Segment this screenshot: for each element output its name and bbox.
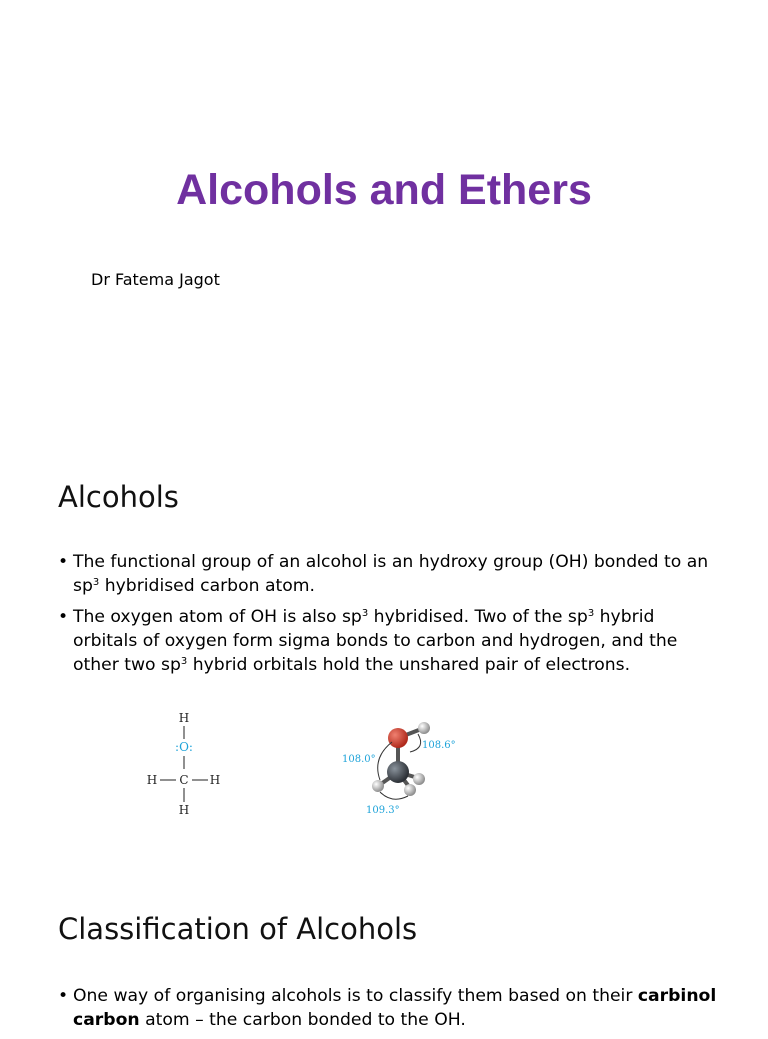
section-heading-classification: Classification of Alcohols xyxy=(58,912,418,946)
atom-carbon: C xyxy=(179,773,189,787)
slide-title: Alcohols and Ethers xyxy=(176,166,592,214)
carbon-atom xyxy=(387,761,409,783)
atom-h-right: H xyxy=(209,773,221,787)
atom-h-bottom: H xyxy=(178,803,190,817)
bullet-oxygen-hybridisation: • The oxygen atom of OH is also $sp^3$ hybridised. Two of the $sp^3$ hybrid orbitals of oxygen form sigma bonds to carbon and hydrogen, and the other two $sp^3$ hybrid orbitals hold the unshared pair of electrons. xyxy=(58,605,718,677)
hydrogen-atom xyxy=(372,780,384,792)
hydrogen-atom-hydroxyl xyxy=(418,722,430,734)
classification-bullet-list xyxy=(58,984,718,1039)
atom-h-top: H xyxy=(178,711,190,725)
bullet-carbinol-carbon: • One way of organising alcohols is to classify them based on their carbinol carbon atom – the carbon bonded to the OH. xyxy=(58,984,718,1032)
author-name: Dr Fatema Jagot xyxy=(91,270,220,289)
oxygen-atom xyxy=(388,728,408,748)
atom-oxygen: :O: xyxy=(175,740,193,754)
hydrogen-atom xyxy=(404,784,416,796)
angle-label-hch: 109.3° xyxy=(366,805,400,816)
alcohols-bullet-list xyxy=(58,550,718,684)
section-heading-alcohols: Alcohols xyxy=(58,480,179,514)
methanol-ball-and-stick-model xyxy=(330,712,470,820)
atom-h-left: H xyxy=(146,773,158,787)
angle-label-hoc: 108.6° xyxy=(422,740,456,751)
bullet-functional-group: • The functional group of an alcohol is an hydroxy group (OH) bonded to an $sp^3$ hybridised carbon atom. xyxy=(58,550,718,598)
angle-label-hco: 108.0° xyxy=(342,754,376,765)
methanol-lewis-structure xyxy=(140,706,230,818)
hydrogen-atom xyxy=(413,773,425,785)
